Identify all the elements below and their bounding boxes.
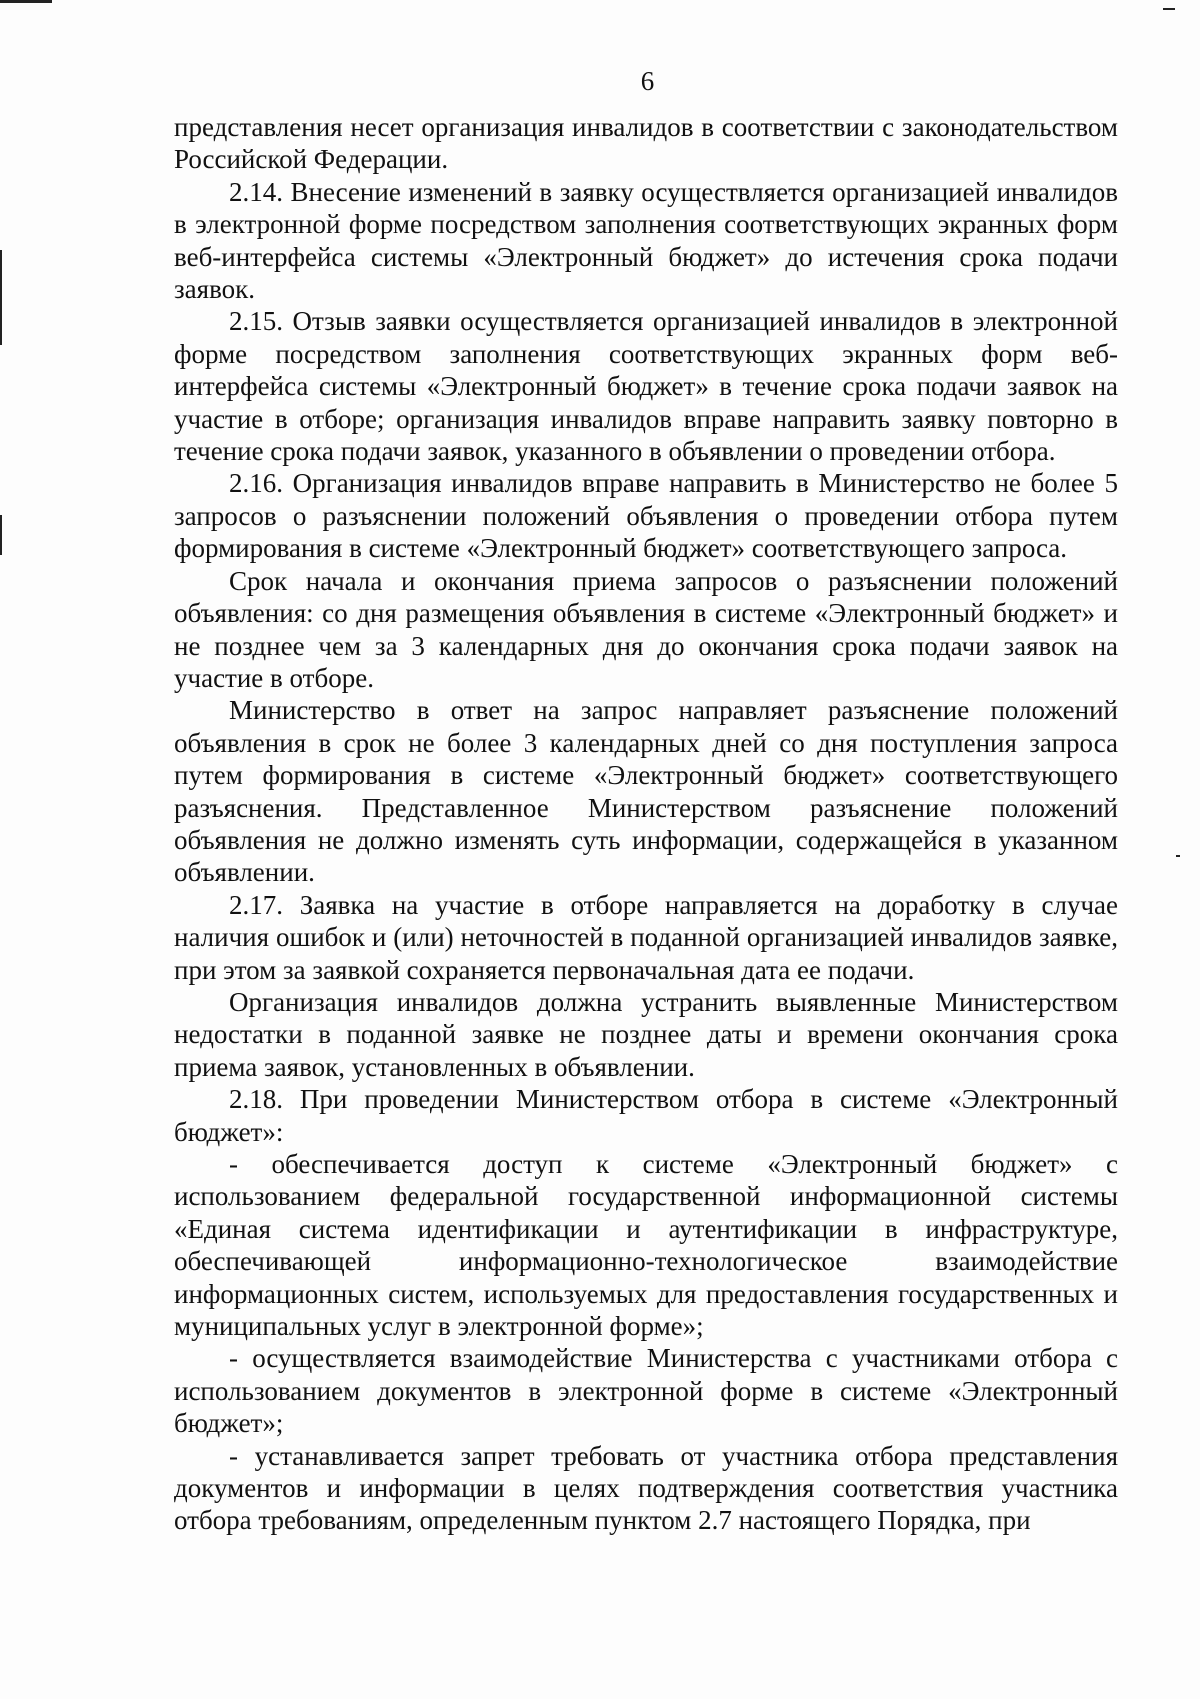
scan-mark bbox=[0, 0, 52, 3]
paragraph-2-14: 2.14. Внесение изменений в заявку осуществляется организацией инвалидов в электронной форме посредством заполнения соответствующих экранных форм веб-интерфейса системы «Электронный бюджет» до истечения срока подачи заявок. bbox=[174, 176, 1118, 305]
list-item-interaction: - осуществляется взаимодействие Министерства с участниками отбора с использованием документов в электронной форме в системе «Электронный бюджет»; bbox=[174, 1343, 1118, 1439]
paragraph-2-16: 2.16. Организация инвалидов вправе направить в Министерство не более 5 запросов о разъяснении положений объявления о проведении отбора путем формирования в системе «Электронный бюджет» соответствующего запроса. bbox=[174, 468, 1118, 564]
list-item-prohibition: - устанавливается запрет требовать от участника отбора представления документов и информации в целях подтверждения соответствия участника отбора требованиям, определенным пунктом 2.7 настоящего Порядка, при bbox=[174, 1440, 1118, 1536]
paragraph-deficiencies: Организация инвалидов должна устранить выявленные Министерством недостатки в поданной заявке не позднее даты и времени окончания срока приема заявок, установленных в объявлении. bbox=[174, 986, 1118, 1082]
paragraph-continuation: представления несет организация инвалидов в соответствии с законодательством Российской Федерации. bbox=[174, 112, 1118, 175]
scan-mark bbox=[0, 250, 2, 345]
scan-mark bbox=[1176, 855, 1180, 857]
scan-mark bbox=[1163, 8, 1175, 10]
paragraph-ministry-response: Министерство в ответ на запрос направляет разъяснение положений объявления в срок не более 3 календарных дней со дня поступления запроса путем формирования в системе «Электронный бюджет» соответствующего разъяснения. Представленное Министерством разъяснение положений объявления не должно изменять суть информации, содержащейся в указанном объявлении. bbox=[174, 695, 1118, 888]
paragraph-request-period: Срок начала и окончания приема запросов о разъяснении положений объявления: со дня размещения объявления в системе «Электронный бюджет» и не позднее чем за 3 календарных дня до окончания срока подачи заявок на участие в отборе. bbox=[174, 565, 1118, 693]
list-item-access: - обеспечивается доступ к системе «Электронный бюджет» с использованием федеральной государственной информационной системы «Единая система идентификации и аутентификации в инфраструктуре, обеспечивающей информационно-технологическое взаимодействие информационных систем, используемых для предоставления государственных и муниципальных услуг в электронной форме»; bbox=[174, 1149, 1118, 1342]
paragraph-2-18: 2.18. При проведении Министерством отбора в системе «Электронный бюджет»: bbox=[174, 1084, 1118, 1147]
paragraph-2-15: 2.15. Отзыв заявки осуществляется организацией инвалидов в электронной форме посредством заполнения соответствующих экранных форм веб-интерфейса системы «Электронный бюджет» в течение срока подачи заявок на участие в отборе; организация инвалидов вправе направить заявку повторно в течение срока подачи заявок, указанного в объявлении о проведении отбора. bbox=[174, 306, 1118, 467]
scan-mark bbox=[0, 515, 2, 555]
paragraph-2-17: 2.17. Заявка на участие в отборе направляется на доработку в случае наличия ошибок и (или) неточностей в поданной организацией инвалидов заявке, при этом за заявкой сохраняется первоначальная дата ее подачи. bbox=[174, 889, 1118, 985]
document-body bbox=[174, 111, 1118, 1537]
page-number: 6 bbox=[640, 66, 655, 96]
